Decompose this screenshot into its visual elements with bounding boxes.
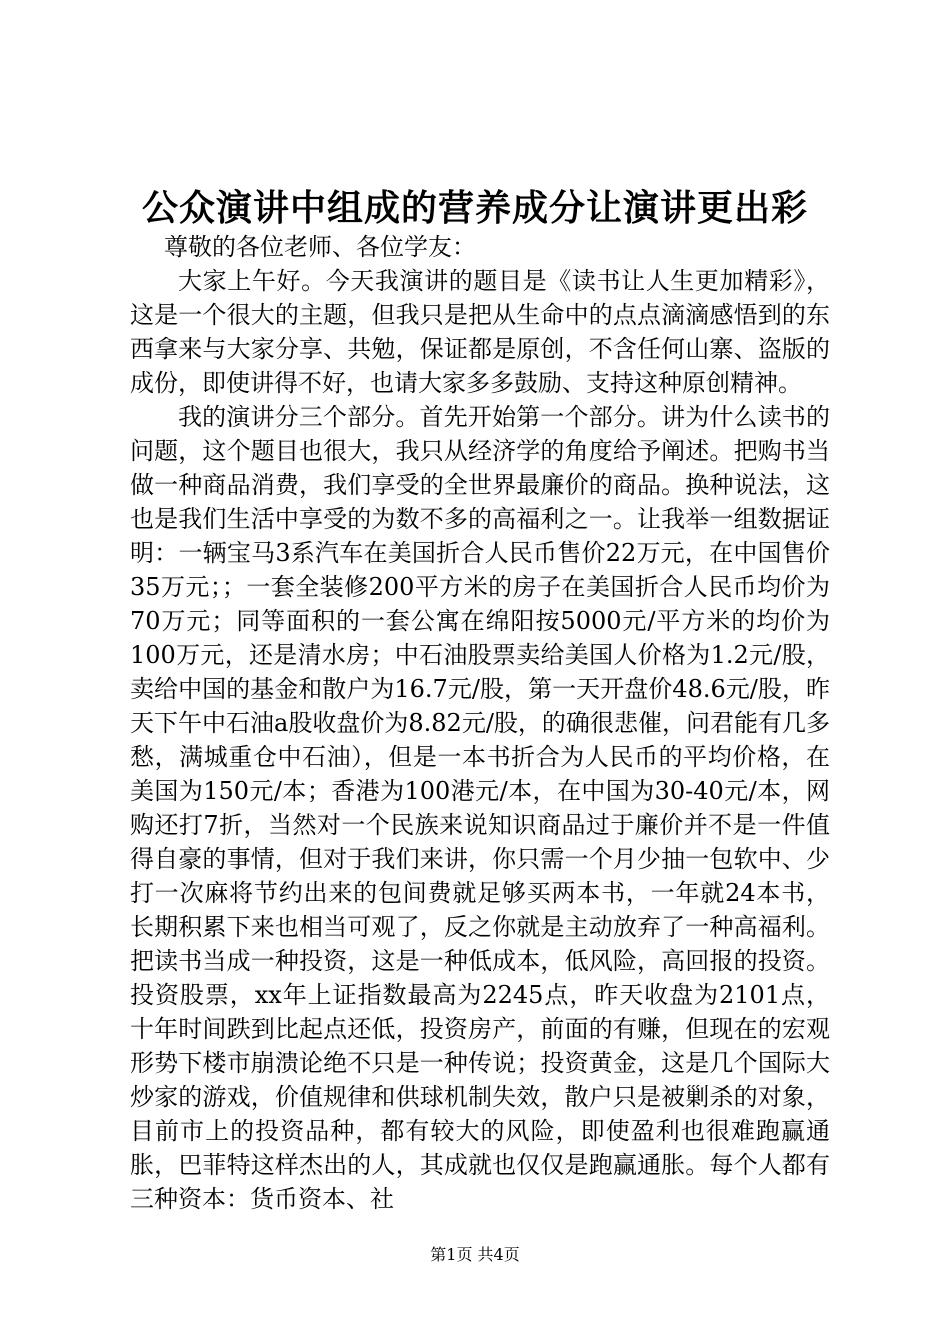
page-footer [0, 1244, 950, 1266]
paragraph-intro: 大家上午好。今天我演讲的题目是《读书让人生更加精彩》，这是一个很大的主题，但我只是把从生命中的点点滴滴感悟到的东西拿来与大家分享、共勉，保证都是原创，不含任何山寨、盗版的成份，即使讲得不好，也请大家多多鼓励、支持这种原创精神。 [130, 267, 830, 397]
page-number-indicator: 第1页 共4页 [430, 1245, 520, 1264]
paragraph-main: 我的演讲分三个部分。首先开始第一个部分。讲为什么读书的问题，这个题目也很大，我只从经济学的角度给予阐述。把购书当做一种商品消费，我们享受的全世界最廉价的商品。换种说法，这也是我们生活中享受的为数不多的高福利之一。让我举一组数据证明：一辆宝马3系汽车在美国折合人民币售价22万元，在中国售价35万元；；一套全装修200平方米的房子在美国折合人民币均价为70万元；同等面积的一套公寓在绵阳按5000元/平方米的均价为100万元，还是清水房；中石油股票卖给美国人价格为1.2元/股，卖给中国的基金和散户为16.7元/股，第一天开盘价48.6元/股，昨天下午中石油a股收盘价为8.82元/股，的确很悲催，问君能有几多愁，满城重仓中石油），但是一本书折合为人民币的平均价格，在美国为150元/本；香港为100港元/本，在中国为30-40元/本，网购还打7折，当然对一个民族来说知识商品过于廉价并不是一件值得自豪的事情，但对于我们来讲，你只需一个月少抽一包软中、少打一次麻将节约出来的包间费就足够买两本书，一年就24本书，长期积累下来也相当可观了，反之你就是主动放弃了一种高福利。把读书当成一种投资，这是一种低成本，低风险，高回报的投资。投资股票，xx年上证指数最高为2245点，昨天收盘为2101点，十年时间跌到比起点还低，投资房产，前面的有赚，但现在的宏观形势下楼市崩溃论绝不只是一种传说；投资黄金，这是几个国际大炒家的游戏，价值规律和供球机制失效，散户只是被剿杀的对象，目前市上的投资品种，都有较大的风险，即使盈利也很难跑赢通胀，巴菲特这样杰出的人，其成就也仅仅是跑赢通胀。每个人都有三种资本：货币资本、社 [130, 403, 830, 1213]
salutation: 尊敬的各位老师、各位学友： [164, 233, 476, 261]
document-title: 公众演讲中组成的营养成分让演讲更出彩 [141, 188, 808, 229]
document-body [130, 230, 830, 1216]
